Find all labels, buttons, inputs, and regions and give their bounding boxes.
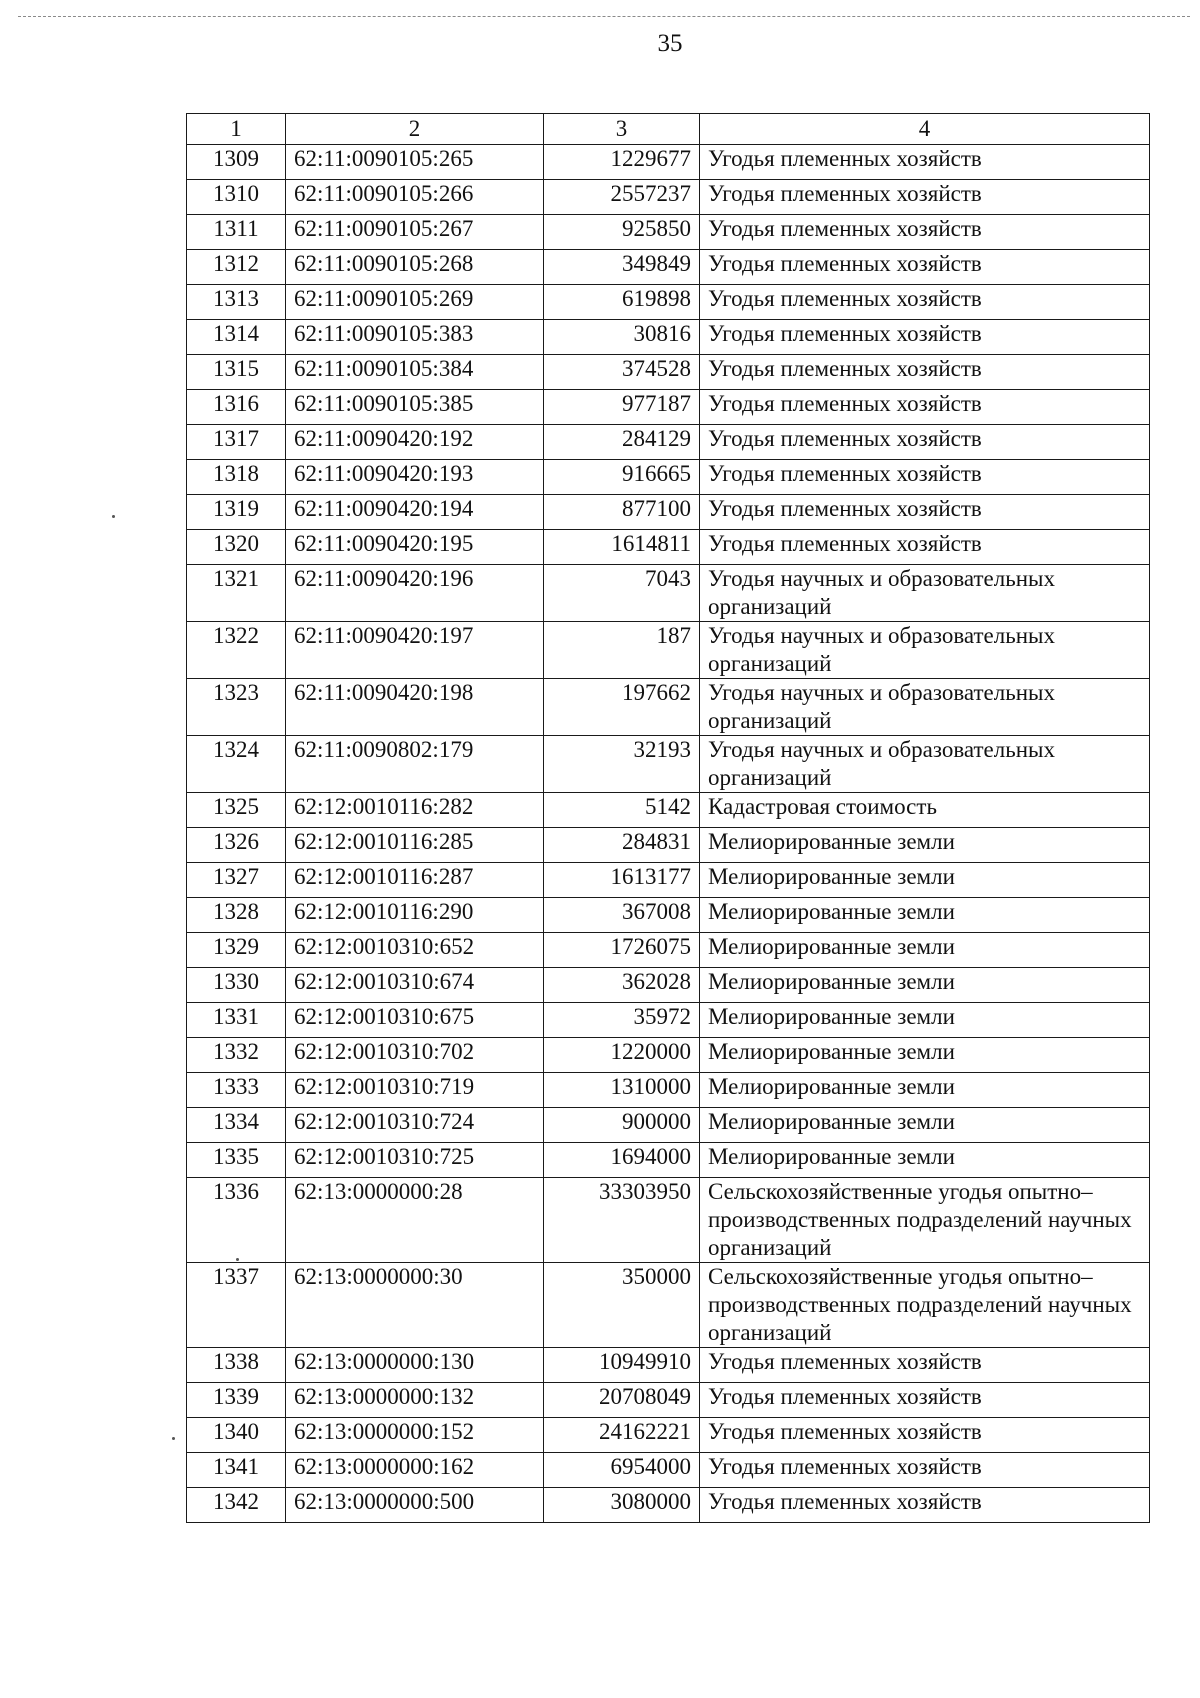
value-cell: 349849 <box>544 250 700 285</box>
value-cell: 374528 <box>544 355 700 390</box>
value-cell: 619898 <box>544 285 700 320</box>
value-cell: 900000 <box>544 1108 700 1143</box>
value-cell: 6954000 <box>544 1453 700 1488</box>
cadastral-number-cell: 62:11:0090420:196 <box>286 565 544 622</box>
row-number-cell: 1339 <box>187 1383 286 1418</box>
row-number-cell: 1320 <box>187 530 286 565</box>
row-number-cell: 1338 <box>187 1348 286 1383</box>
cadastral-number-cell: 62:11:0090802:179 <box>286 736 544 793</box>
value-cell: 1613177 <box>544 863 700 898</box>
cadastral-number-cell: 62:11:0090105:265 <box>286 145 544 180</box>
land-category-cell: Угодья научных и образовательных организаций <box>700 622 1150 679</box>
table-row <box>187 215 1150 250</box>
table-row <box>187 933 1150 968</box>
table-row <box>187 793 1150 828</box>
land-category-cell: Мелиорированные земли <box>700 898 1150 933</box>
row-number-cell: 1315 <box>187 355 286 390</box>
value-cell: 33303950 <box>544 1178 700 1263</box>
table-row <box>187 390 1150 425</box>
table-header-row <box>187 114 1150 145</box>
row-number-cell: 1330 <box>187 968 286 1003</box>
cadastral-number-cell: 62:11:0090105:268 <box>286 250 544 285</box>
cadastral-number-cell: 62:12:0010310:674 <box>286 968 544 1003</box>
land-category-cell: Угодья племенных хозяйств <box>700 1453 1150 1488</box>
value-cell: 877100 <box>544 495 700 530</box>
scan-speck <box>236 1258 239 1261</box>
cadastral-number-cell: 62:13:0000000:152 <box>286 1418 544 1453</box>
row-number-cell: 1317 <box>187 425 286 460</box>
row-number-cell: 1340 <box>187 1418 286 1453</box>
cadastral-number-cell: 62:11:0090105:267 <box>286 215 544 250</box>
row-number-cell: 1331 <box>187 1003 286 1038</box>
column-header-3: 3 <box>544 114 700 145</box>
cadastral-number-cell: 62:13:0000000:28 <box>286 1178 544 1263</box>
value-cell: 367008 <box>544 898 700 933</box>
table-row <box>187 530 1150 565</box>
value-cell: 350000 <box>544 1263 700 1348</box>
table-row <box>187 460 1150 495</box>
cadastral-number-cell: 62:11:0090420:192 <box>286 425 544 460</box>
land-category-cell: Угодья племенных хозяйств <box>700 460 1150 495</box>
value-cell: 20708049 <box>544 1383 700 1418</box>
table-row <box>187 1038 1150 1073</box>
table-row <box>187 622 1150 679</box>
cadastral-number-cell: 62:11:0090105:384 <box>286 355 544 390</box>
land-category-cell: Угодья племенных хозяйств <box>700 320 1150 355</box>
value-cell: 1694000 <box>544 1143 700 1178</box>
row-number-cell: 1311 <box>187 215 286 250</box>
cadastral-number-cell: 62:11:0090105:383 <box>286 320 544 355</box>
cadastral-number-cell: 62:11:0090105:385 <box>286 390 544 425</box>
value-cell: 197662 <box>544 679 700 736</box>
value-cell: 7043 <box>544 565 700 622</box>
row-number-cell: 1341 <box>187 1453 286 1488</box>
row-number-cell: 1316 <box>187 390 286 425</box>
table-row <box>187 1488 1150 1523</box>
cadastral-number-cell: 62:11:0090420:195 <box>286 530 544 565</box>
table-body <box>187 145 1150 1523</box>
value-cell: 916665 <box>544 460 700 495</box>
row-number-cell: 1323 <box>187 679 286 736</box>
land-category-cell: Мелиорированные земли <box>700 1143 1150 1178</box>
land-category-cell: Угодья племенных хозяйств <box>700 425 1150 460</box>
value-cell: 24162221 <box>544 1418 700 1453</box>
cadastral-number-cell: 62:12:0010116:285 <box>286 828 544 863</box>
table-row <box>187 1003 1150 1038</box>
row-number-cell: 1337 <box>187 1263 286 1348</box>
land-category-cell: Мелиорированные земли <box>700 968 1150 1003</box>
value-cell: 925850 <box>544 215 700 250</box>
cadastral-number-cell: 62:11:0090420:194 <box>286 495 544 530</box>
land-category-cell: Угодья племенных хозяйств <box>700 215 1150 250</box>
cadastral-number-cell: 62:12:0010310:702 <box>286 1038 544 1073</box>
value-cell: 1726075 <box>544 933 700 968</box>
value-cell: 1614811 <box>544 530 700 565</box>
land-category-cell: Угодья племенных хозяйств <box>700 285 1150 320</box>
land-category-cell: Мелиорированные земли <box>700 1003 1150 1038</box>
value-cell: 30816 <box>544 320 700 355</box>
value-cell: 3080000 <box>544 1488 700 1523</box>
row-number-cell: 1309 <box>187 145 286 180</box>
table-row <box>187 1383 1150 1418</box>
row-number-cell: 1325 <box>187 793 286 828</box>
cadastral-number-cell: 62:13:0000000:130 <box>286 1348 544 1383</box>
row-number-cell: 1321 <box>187 565 286 622</box>
land-category-cell: Кадастровая стоимость <box>700 793 1150 828</box>
table-row <box>187 565 1150 622</box>
row-number-cell: 1329 <box>187 933 286 968</box>
value-cell: 362028 <box>544 968 700 1003</box>
land-category-cell: Угодья научных и образовательных организаций <box>700 736 1150 793</box>
land-category-cell: Угодья научных и образовательных организаций <box>700 679 1150 736</box>
table-row <box>187 968 1150 1003</box>
table-row <box>187 285 1150 320</box>
land-category-cell: Угодья племенных хозяйств <box>700 250 1150 285</box>
value-cell: 35972 <box>544 1003 700 1038</box>
column-header-1: 1 <box>187 114 286 145</box>
cadastral-number-cell: 62:11:0090420:197 <box>286 622 544 679</box>
land-category-cell: Угодья племенных хозяйств <box>700 355 1150 390</box>
land-category-cell: Угодья научных и образовательных организаций <box>700 565 1150 622</box>
cadastral-number-cell: 62:13:0000000:162 <box>286 1453 544 1488</box>
land-category-cell: Мелиорированные земли <box>700 1038 1150 1073</box>
row-number-cell: 1328 <box>187 898 286 933</box>
cadastral-number-cell: 62:12:0010310:675 <box>286 1003 544 1038</box>
row-number-cell: 1318 <box>187 460 286 495</box>
cadastral-number-cell: 62:11:0090105:269 <box>286 285 544 320</box>
land-category-cell: Сельскохозяйственные угодья опытно–производственных подразделений научных организаций <box>700 1263 1150 1348</box>
row-number-cell: 1327 <box>187 863 286 898</box>
cadastral-number-cell: 62:12:0010310:724 <box>286 1108 544 1143</box>
cadastral-number-cell: 62:12:0010116:282 <box>286 793 544 828</box>
row-number-cell: 1313 <box>187 285 286 320</box>
table-row <box>187 1178 1150 1263</box>
table-row <box>187 320 1150 355</box>
table-row <box>187 828 1150 863</box>
value-cell: 32193 <box>544 736 700 793</box>
row-number-cell: 1310 <box>187 180 286 215</box>
land-category-cell: Угодья племенных хозяйств <box>700 180 1150 215</box>
table-row <box>187 425 1150 460</box>
cadastral-number-cell: 62:13:0000000:500 <box>286 1488 544 1523</box>
row-number-cell: 1324 <box>187 736 286 793</box>
cadastral-number-cell: 62:12:0010116:287 <box>286 863 544 898</box>
row-number-cell: 1334 <box>187 1108 286 1143</box>
table-row <box>187 145 1150 180</box>
page-number: 35 <box>657 30 683 57</box>
land-category-cell: Угодья племенных хозяйств <box>700 1488 1150 1523</box>
table-row <box>187 1108 1150 1143</box>
scan-speck <box>112 515 115 518</box>
land-category-cell: Угодья племенных хозяйств <box>700 495 1150 530</box>
table-row <box>187 1143 1150 1178</box>
value-cell: 284831 <box>544 828 700 863</box>
land-category-cell: Угодья племенных хозяйств <box>700 530 1150 565</box>
land-category-cell: Угодья племенных хозяйств <box>700 1418 1150 1453</box>
value-cell: 1220000 <box>544 1038 700 1073</box>
value-cell: 284129 <box>544 425 700 460</box>
table-row <box>187 863 1150 898</box>
table-row <box>187 250 1150 285</box>
land-category-cell: Мелиорированные земли <box>700 828 1150 863</box>
cadastral-number-cell: 62:12:0010310:719 <box>286 1073 544 1108</box>
scan-edge-line <box>18 16 1190 17</box>
land-category-cell: Угодья племенных хозяйств <box>700 1348 1150 1383</box>
value-cell: 10949910 <box>544 1348 700 1383</box>
cadastral-number-cell: 62:13:0000000:132 <box>286 1383 544 1418</box>
column-header-4: 4 <box>700 114 1150 145</box>
row-number-cell: 1332 <box>187 1038 286 1073</box>
cadastral-number-cell: 62:11:0090105:266 <box>286 180 544 215</box>
table-row <box>187 679 1150 736</box>
value-cell: 977187 <box>544 390 700 425</box>
land-category-cell: Угодья племенных хозяйств <box>700 1383 1150 1418</box>
row-number-cell: 1312 <box>187 250 286 285</box>
row-number-cell: 1333 <box>187 1073 286 1108</box>
value-cell: 1310000 <box>544 1073 700 1108</box>
row-number-cell: 1314 <box>187 320 286 355</box>
cadastral-number-cell: 62:12:0010310:652 <box>286 933 544 968</box>
table-row <box>187 1418 1150 1453</box>
row-number-cell: 1322 <box>187 622 286 679</box>
table-row <box>187 495 1150 530</box>
cadastral-number-cell: 62:11:0090420:193 <box>286 460 544 495</box>
row-number-cell: 1336 <box>187 1178 286 1263</box>
value-cell: 1229677 <box>544 145 700 180</box>
row-number-cell: 1335 <box>187 1143 286 1178</box>
scan-speck <box>172 1437 175 1440</box>
cadastral-number-cell: 62:12:0010116:290 <box>286 898 544 933</box>
row-number-cell: 1326 <box>187 828 286 863</box>
table-row <box>187 736 1150 793</box>
table-row <box>187 898 1150 933</box>
land-category-cell: Сельскохозяйственные угодья опытно–производственных подразделений научных организаций <box>700 1178 1150 1263</box>
land-category-cell: Мелиорированные земли <box>700 933 1150 968</box>
value-cell: 5142 <box>544 793 700 828</box>
land-category-cell: Угодья племенных хозяйств <box>700 145 1150 180</box>
cadastral-number-cell: 62:11:0090420:198 <box>286 679 544 736</box>
row-number-cell: 1319 <box>187 495 286 530</box>
cadastral-number-cell: 62:13:0000000:30 <box>286 1263 544 1348</box>
column-header-2: 2 <box>286 114 544 145</box>
table-row <box>187 1348 1150 1383</box>
table-row <box>187 355 1150 390</box>
land-category-cell: Мелиорированные земли <box>700 1108 1150 1143</box>
table-row <box>187 1453 1150 1488</box>
table-row <box>187 1073 1150 1108</box>
land-registry-table <box>186 113 1150 1523</box>
table-row <box>187 180 1150 215</box>
land-category-cell: Мелиорированные земли <box>700 863 1150 898</box>
land-category-cell: Мелиорированные земли <box>700 1073 1150 1108</box>
cadastral-number-cell: 62:12:0010310:725 <box>286 1143 544 1178</box>
value-cell: 2557237 <box>544 180 700 215</box>
value-cell: 187 <box>544 622 700 679</box>
land-category-cell: Угодья племенных хозяйств <box>700 390 1150 425</box>
table-row <box>187 1263 1150 1348</box>
row-number-cell: 1342 <box>187 1488 286 1523</box>
